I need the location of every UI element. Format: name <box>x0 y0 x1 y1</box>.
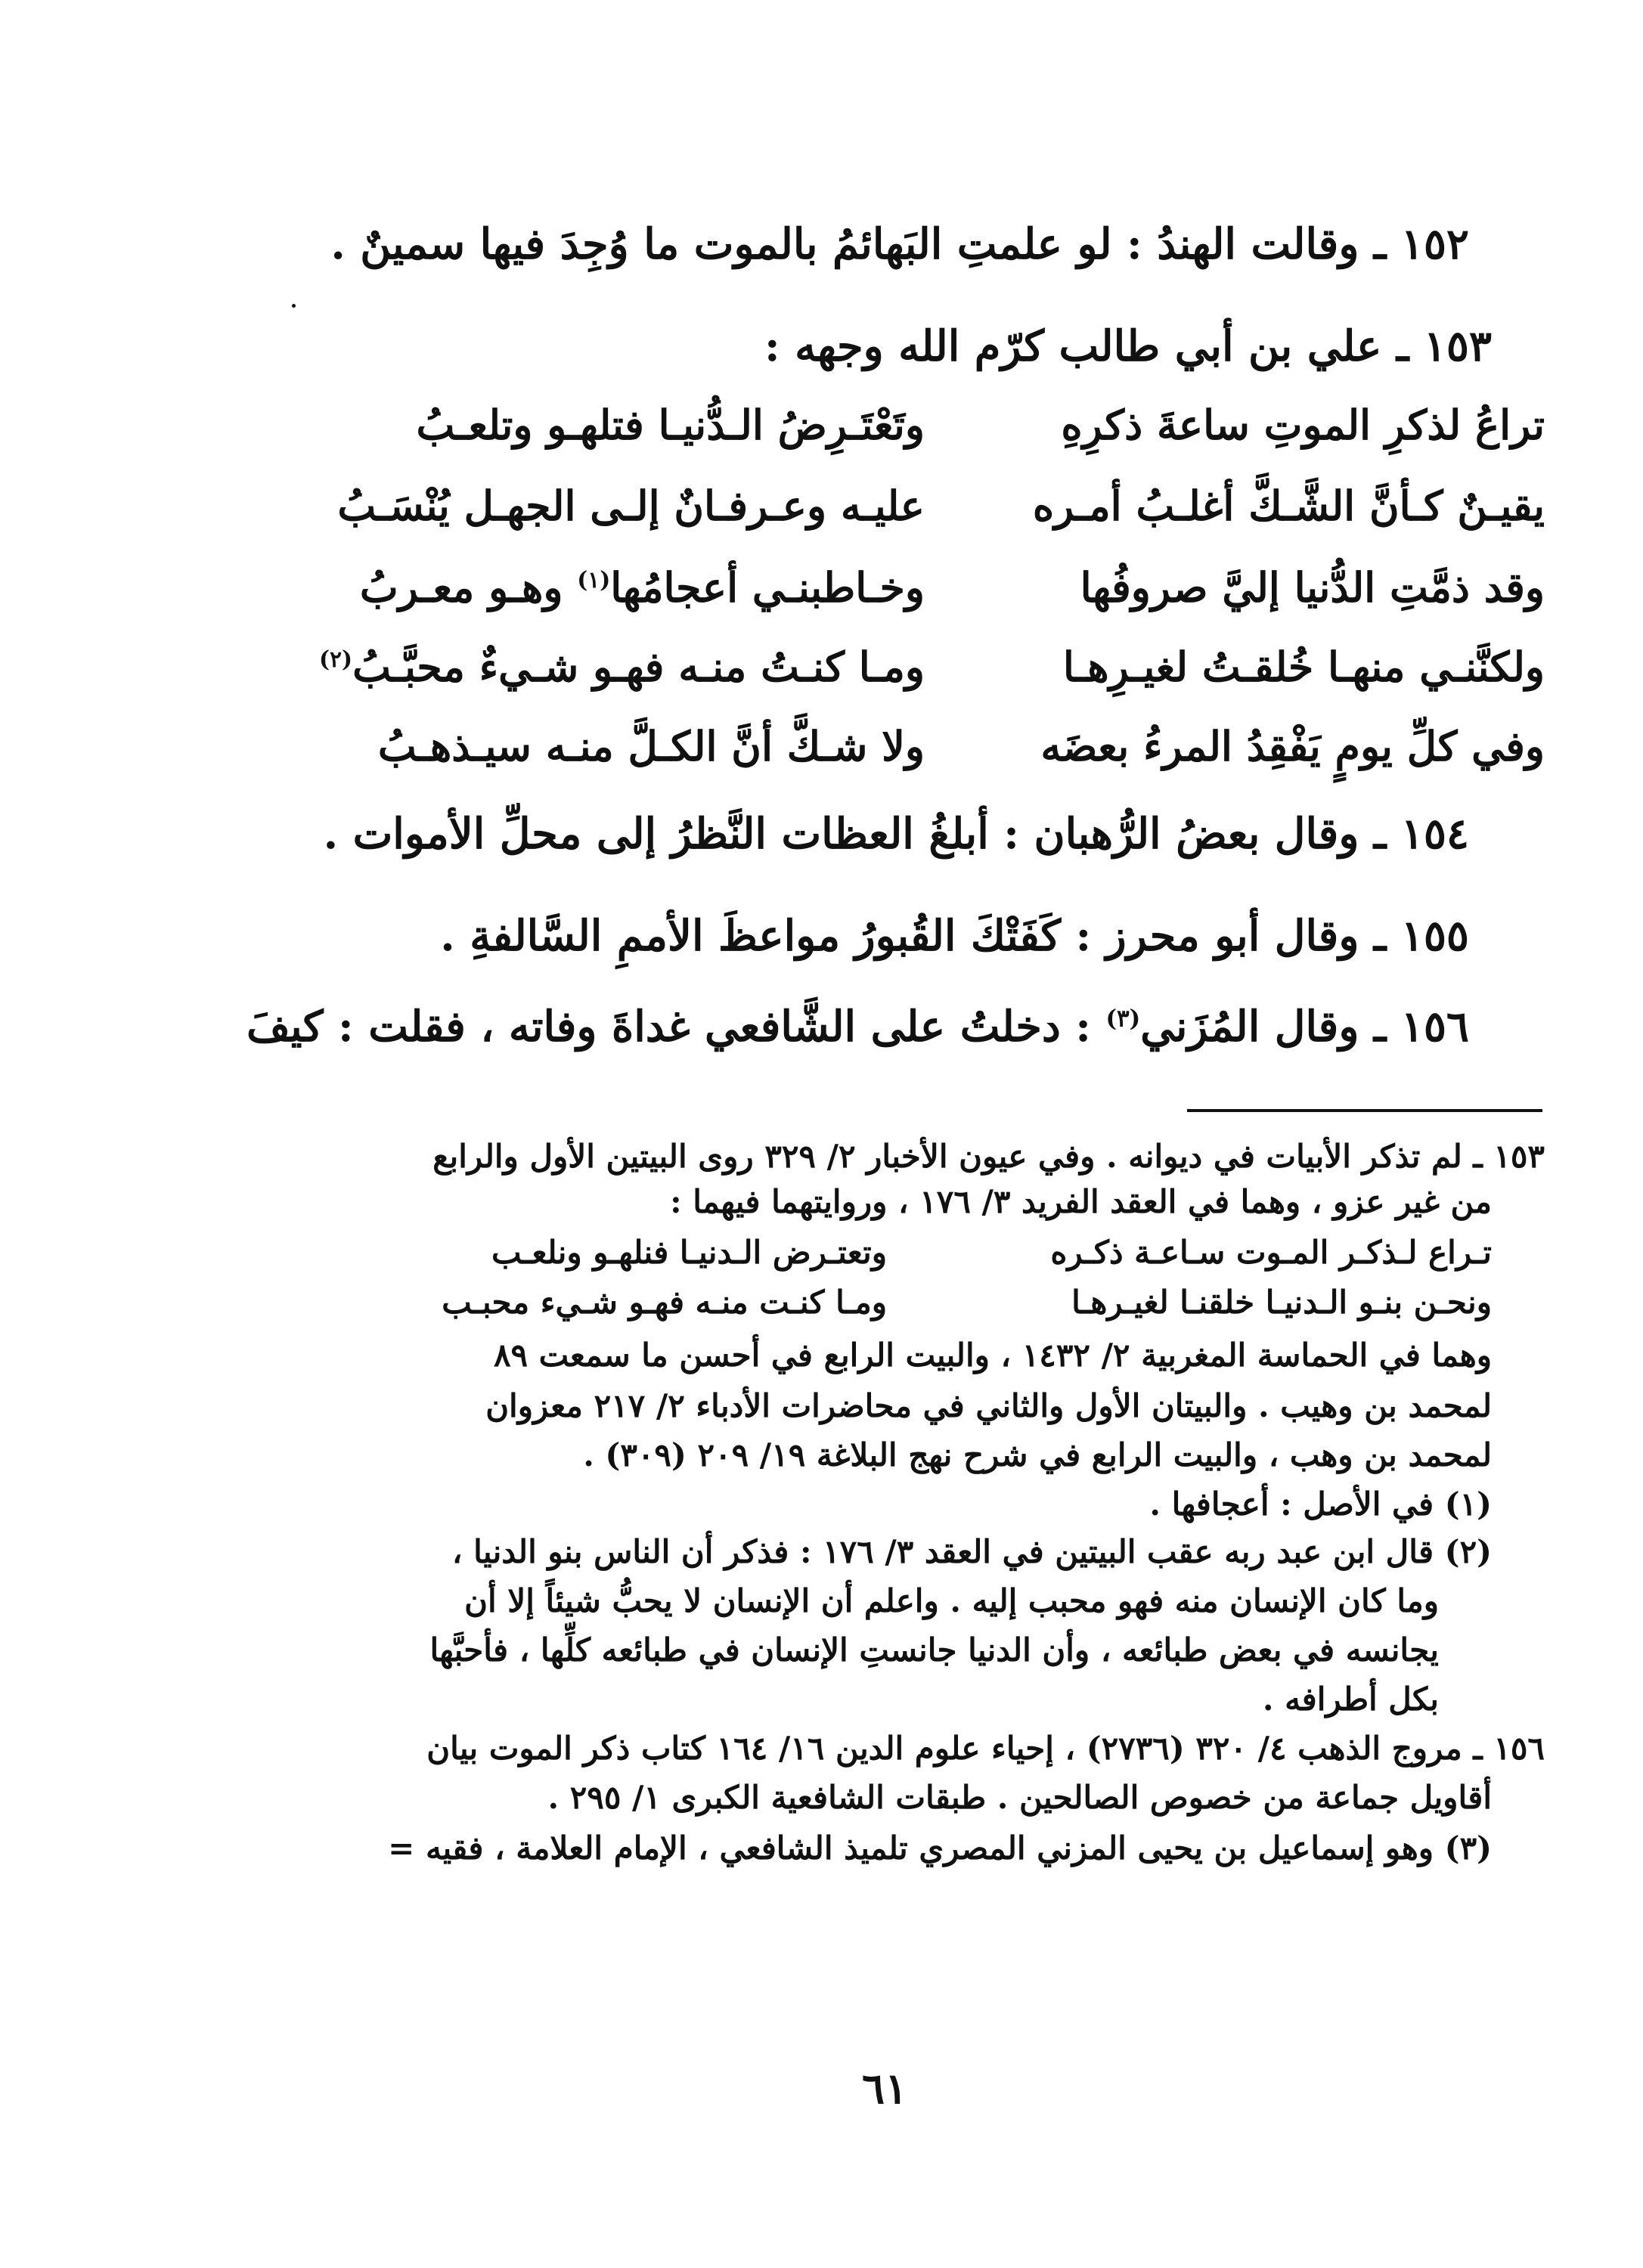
footnote-156-line-2: أقاويل جماعة من خصوص الصالحين . طبقات الشافعية الكبرى ١/ ٢٩٥ . <box>547 1779 1492 1816</box>
footnote-2-line-1: (٢) قال ابن عبد ربه عقب البيتين في العقد ٣/ ١٧٦ : فذكر أن الناس بنو الدنيا ، <box>451 1533 1492 1570</box>
footnote-153-verse-1-first: تـراع لـذكـر المـوت سـاعـة ذكـره <box>1050 1234 1492 1271</box>
footnote-153-verse-1-second: وتعتـرض الـدنيـا فنلهـو ونلعـب <box>491 1234 887 1271</box>
verse-2-second-hemistich: عليـه وعـرفـانٌ إلـى الجهـل يُنْسَـبُ <box>337 482 925 530</box>
footnote-156-line-1: ١٥٦ ـ مروج الذهب ٤/ ٣٢٠ (٢٧٣٦) ، إحياء علوم الدين ١٦/ ١٦٤ كتاب ذكر الموت بيان <box>426 1730 1545 1767</box>
verse-3-first-hemistich: وقد ذمَّتِ الدُّنيا إليَّ صروفُها <box>1080 563 1545 612</box>
stray-mark <box>292 304 296 308</box>
verse-4-second-hemistich <box>319 643 925 691</box>
footnote-153-line-2: من غير عزو ، وهما في العقد الفريد ٣/ ١٧٦ ، وروايتهما فيهما : <box>670 1183 1492 1220</box>
verse-4-first-hemistich: ولكنَّنـي منهـا خُلقـتُ لغيـرِهـا <box>1062 643 1545 691</box>
verse-5-second-hemistich: ولا شـكَّ أنَّ الكـلَّ منـه سيـذهـبُ <box>377 722 925 770</box>
paragraph-156-start: ١٥٦ ـ وقال المُزَني <box>1140 1002 1469 1052</box>
footnote-153-line-3: وهما في الحماسة المغربية ٢/ ١٤٣٢ ، والبيت الرابع في أحسن ما سمعت ٨٩ <box>493 1337 1492 1374</box>
footnote-ref-2: (٢) <box>319 646 353 673</box>
verse-3-second-hemistich-text: وخـاطبنـي أعجامُها <box>610 563 925 612</box>
paragraph-155: ١٥٥ ـ وقال أبو محرز : كَفَتْكَ القُبورُ مواعظَ الأممِ السَّالفةِ . <box>440 911 1469 961</box>
paragraph-156 <box>246 1002 1469 1052</box>
footnote-ref-3: (٣) <box>1105 1005 1141 1033</box>
footnote-2-line-4: بكل أطرافه . <box>1262 1681 1439 1718</box>
footnote-2-line-3: يجانسه في بعض طبائعه ، وأن الدنيا جانستِ الإنسان في طبائعه كلِّها ، فأحبَّها <box>429 1631 1439 1668</box>
verse-5-first-hemistich: وفي كلِّ يومٍ يَفْقِدُ المرءُ بعضَه <box>1040 722 1545 770</box>
footnote-1: (١) في الأصل : أعجافها . <box>1149 1486 1492 1523</box>
footnote-separator <box>1187 1109 1542 1112</box>
verse-3-second-hemistich-end: وهـو معـربُ <box>359 563 578 612</box>
footnote-ref-1: (١) <box>577 567 611 593</box>
paragraph-156-end: : دخلتُ على الشَّافعي غداةَ وفاته ، فقلت : كيفَ <box>246 1002 1106 1052</box>
footnote-153-line-1: ١٥٣ ـ لم تذكر الأبيات في ديوانه . وفي عيون الأخبار ٢/ ٣٢٩ روى البيتين الأول والرابع <box>432 1138 1545 1175</box>
footnote-153-verse-2-second: ومـا كنـت منـه فهـو شـيء محبـب <box>442 1284 887 1321</box>
footnote-153-line-5: لمحمد بن وهب ، والبيت الرابع في شرح نهج البلاغة ١٩/ ٢٠٩ (٣٠٩) . <box>583 1436 1492 1473</box>
verse-3-second-hemistich <box>360 563 925 612</box>
verse-1-first-hemistich: تراعُ لذكرِ الموتِ ساعةَ ذكرِهِ <box>1061 401 1545 449</box>
footnote-3: (٣) وهو إسماعيل بن يحيى المزني المصري تلميذ الشافعي ، الإمام العلامة ، فقيه = <box>388 1830 1492 1867</box>
footnote-153-line-4: لمحمد بن وهيب . والبيتان الأول والثاني في محاضرات الأدباء ٢/ ٢١٧ معزوان <box>485 1387 1492 1424</box>
verse-4-second-hemistich-text: ومـا كنـتُ منـه فهـو شـيءٌ محبَّـبُ <box>352 643 925 691</box>
verse-2-first-hemistich: يقيـنٌ كـأنَّ الشَّـكَّ أغلـبُ أمـره <box>1032 482 1545 530</box>
footnote-153-verse-2-first: ونحـن بنـو الـدنيـا خلقنـا لغيـرهـا <box>1071 1284 1492 1321</box>
paragraph-152: ١٥٢ ـ وقالت الهندُ : لو علمتِ البَهائمُ بالموت ما وُجِدَ فيها سمينٌ . <box>330 219 1469 269</box>
footnote-2-line-2: وما كان الإنسان منه فهو محبب إليه . واعلم أن الإنسان لا يحبُّ شيئاً إلا أن <box>464 1582 1439 1619</box>
page-number: ٦١ <box>862 2064 908 2114</box>
verse-1-second-hemistich: وتَعْتَـرِضُ الـدُّنيـا فتلهـو وتلعـبُ <box>416 401 925 449</box>
paragraph-154: ١٥٤ ـ وقال بعضُ الرُّهبان : أبلغُ العظات النَّظرُ إلى محلِّ الأموات . <box>323 809 1469 859</box>
paragraph-153-heading: ١٥٣ ـ علي بن أبي طالب كرّم الله وجهه : <box>764 321 1492 371</box>
